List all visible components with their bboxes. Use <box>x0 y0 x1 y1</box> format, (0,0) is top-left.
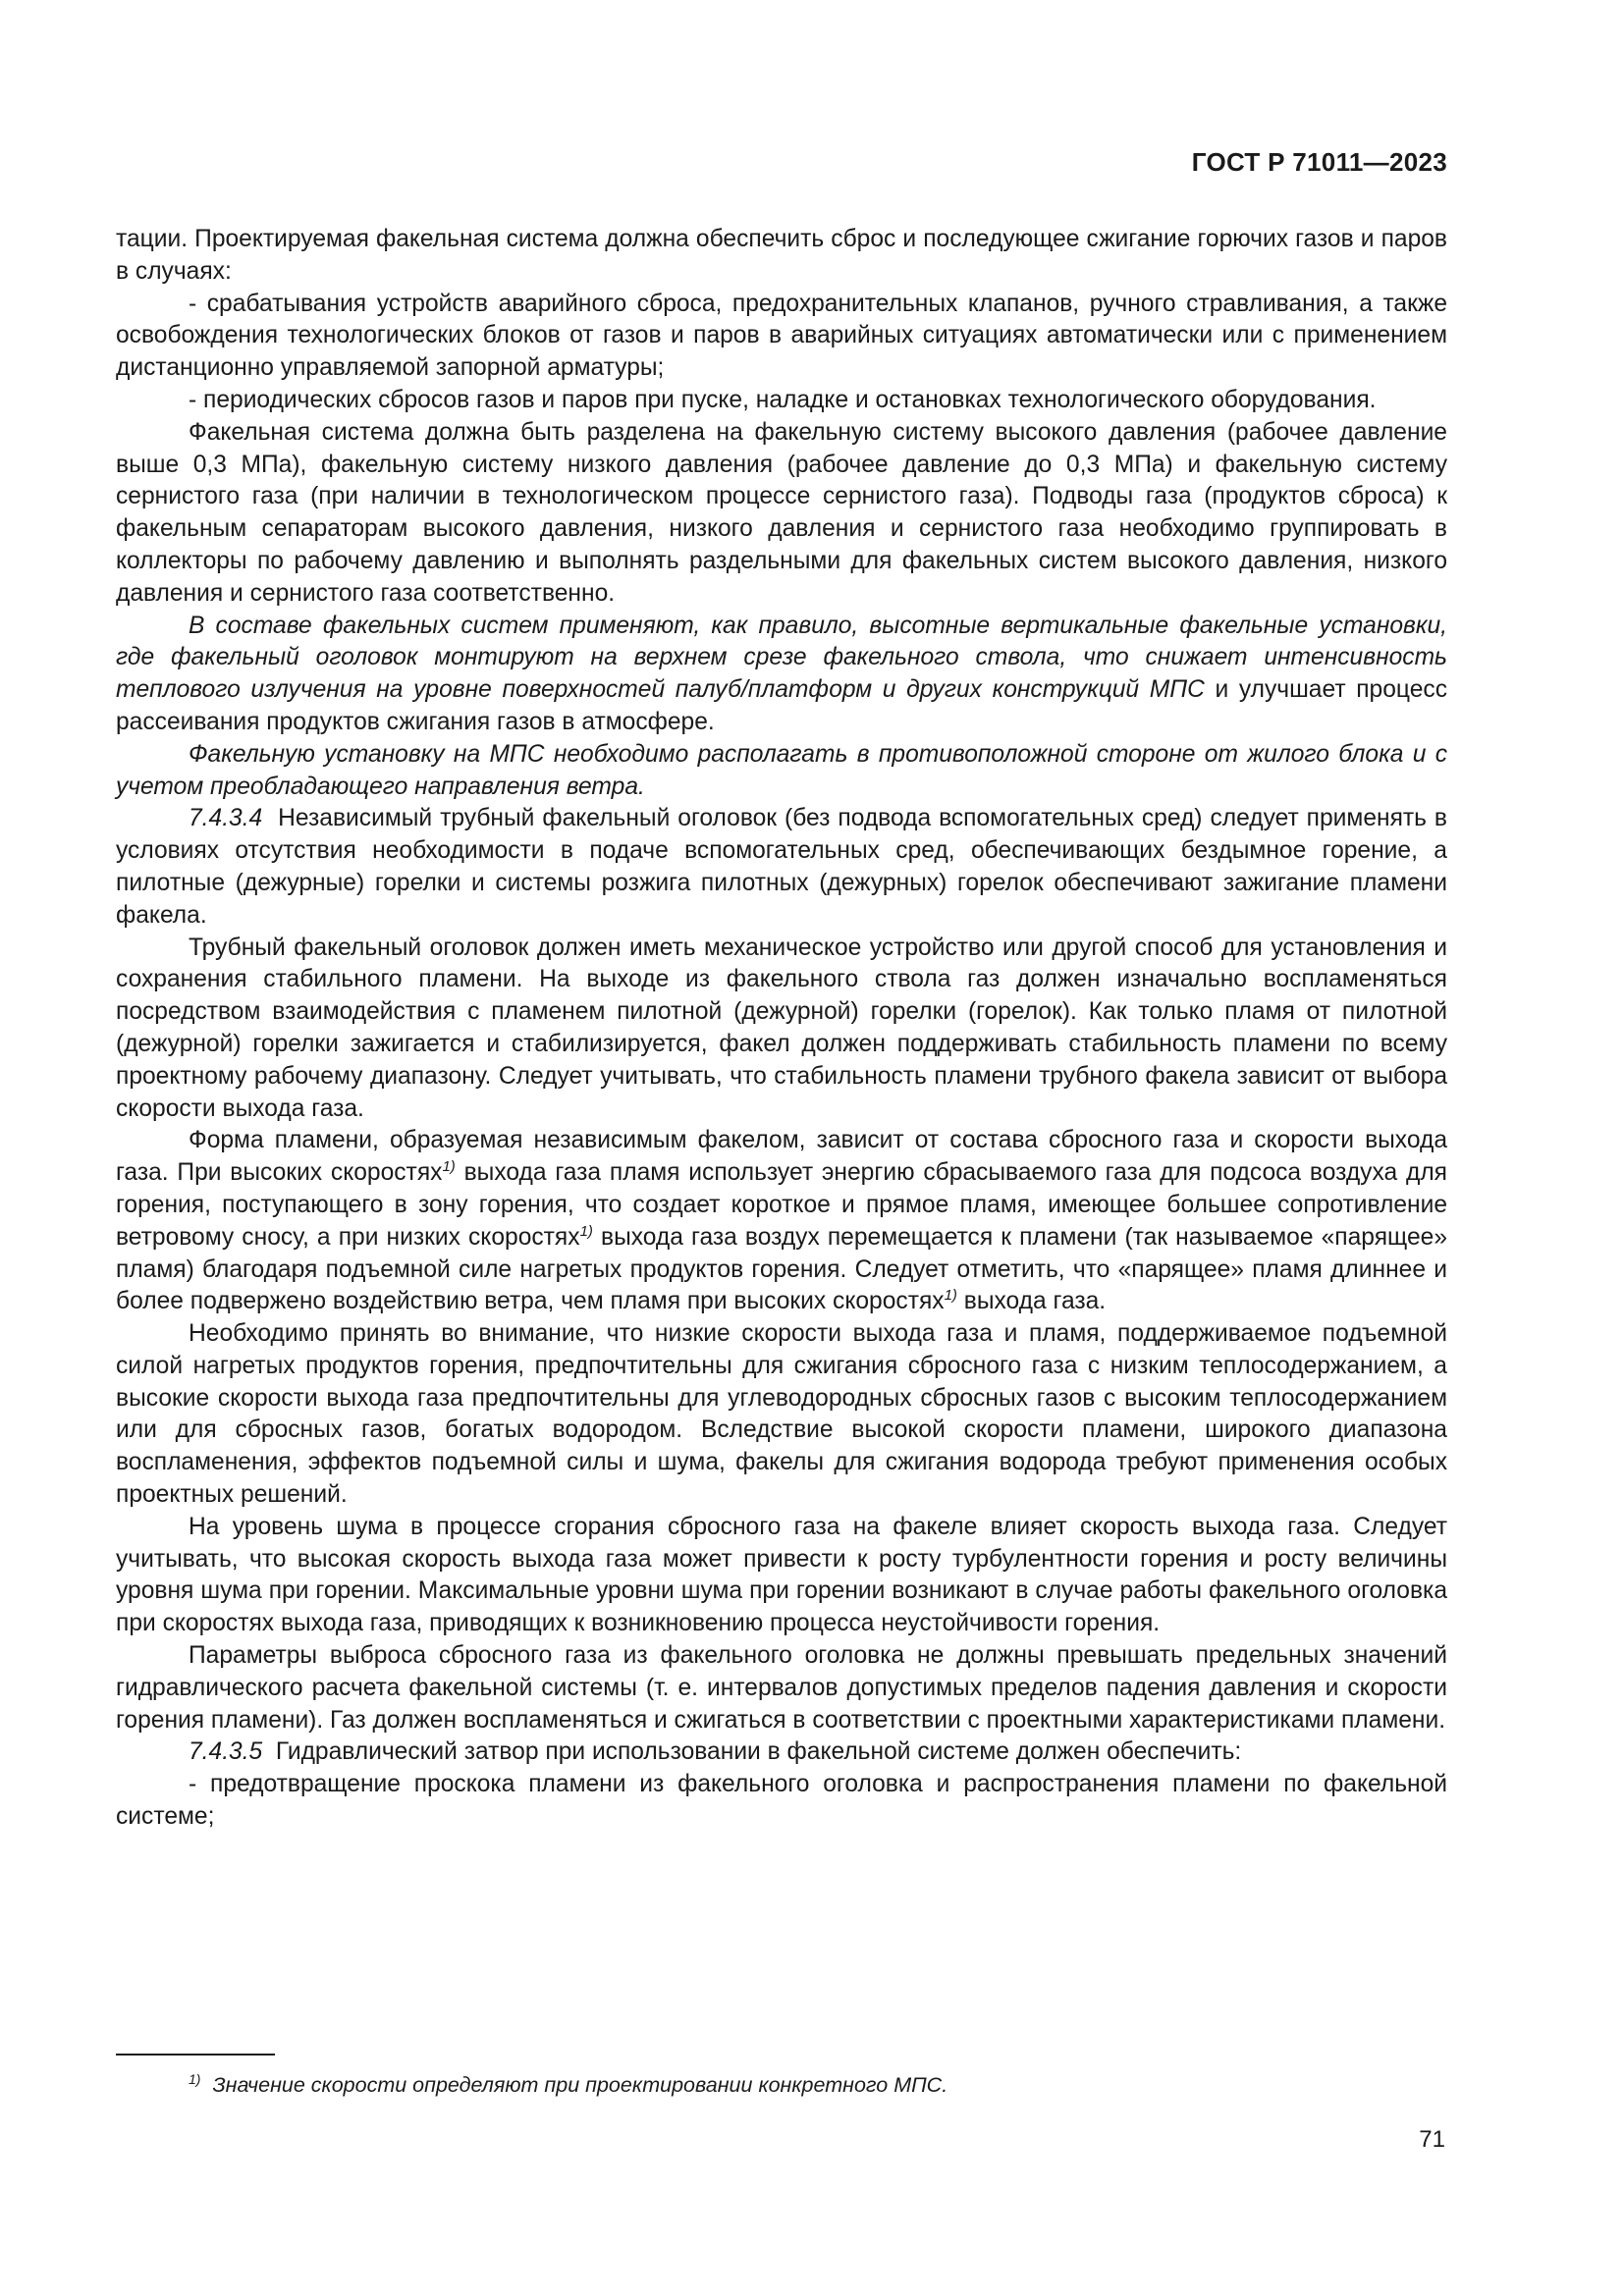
text-segment: выхода газа пламя использует энергию сбрасываемого газа для подсоса воздуха для горения, поступающего в зону горения, что создает короткое и прямое пламя, имеющее большее сопротивление ветровому сносу, а при низких скоростях <box>116 1159 1447 1251</box>
clause-number: 7.4.3.5 <box>189 1738 263 1766</box>
paragraph: тации. Проектируемая факельная система должна обеспечить сброс и последующее сжигание горючих газов и паров в случаях: <box>116 226 1447 285</box>
clause-text: Гидравлический затвор при использовании в факельной системе должен обеспечить: <box>275 1738 1242 1766</box>
document-body <box>116 224 1447 1834</box>
paragraph: - периодических сбросов газов и паров при пуске, наладке и остановках технологического оборудования. <box>189 386 1377 413</box>
footnote-ref: 1) <box>442 1158 456 1176</box>
footnote-ref: 1) <box>579 1222 593 1240</box>
paragraph: На уровень шума в процессе сгорания сбросного газа на факеле влияет скорость выхода газа. Следует учитывать, что высокая скорость выхода газа может привести к росту турбулентности горения и росту величины уровня шума при горении. Максимальные уровни шума при горении возникают в случае работы факельного оголовка при скоростях выхода газа, приводящих к возникновению процесса неустойчивости горения. <box>116 1513 1447 1637</box>
paragraph <box>116 1125 1447 1318</box>
paragraph: Параметры выброса сбросного газа из факельного оголовка не должны превышать предельных значений гидравлического расчета факельной системы (т. е. интервалов допустимых пределов падения давления и скорости горения пламени). Газ должен воспламеняться и сжигаться в соответствии с проектными характеристиками пламени. <box>116 1642 1447 1734</box>
clause-number: 7.4.3.4 <box>189 805 263 832</box>
paragraph: Факельную установку на МПС необходимо располагать в противоположной стороне от жилого блока и с учетом преобладающего направления ветра. <box>116 740 1447 800</box>
footnote-separator <box>116 2054 275 2056</box>
italic-text: В составе факельных систем применяют, как правило, высотные вертикальные факельные установки, где факельный оголовок монтируют на верхнем срезе факельного ствола, что снижает интенсивность теплового излучения на уровне поверхностей палуб/платформ и других конструкций МПС <box>116 612 1447 704</box>
footnote-ref: 1) <box>944 1287 957 1305</box>
footnote <box>189 2073 947 2098</box>
footnote-text: Значение скорости определяют при проектировании конкретного МПС. <box>212 2073 948 2097</box>
text-segment: Форма пламени, образуемая независимым факелом, зависит от состава сбросного газа и скорости выхода газа. При высоких скоростях <box>116 1127 1447 1187</box>
paragraph-tail: и улучшает процесс рассеивания продуктов сжигания газов в атмосфере. <box>116 676 1447 735</box>
paragraph: - срабатывания устройств аварийного сброса, предохранительных клапанов, ручного стравливания, а также освобождения технологических блоков от газов и паров в аварийных ситуациях автоматически или с применением дистанционно управляемой запорной арматуры; <box>116 290 1447 382</box>
clause-7-4-3-4 <box>116 803 1447 932</box>
paragraph: Трубный факельный оголовок должен иметь механическое устройство или другой способ для установления и сохранения стабильного пламени. На выходе из факельного ствола газ должен изначально воспламеняться посредством взаимодействия с пламенем пилотной (дежурной) горелки (горелок). Как только пламя от пилотной (дежурной) горелки зажигается и стабилизируется, факел должен поддерживать стабильность пламени по всему проектному рабочему диапазону. Следует учитывать, что стабильность пламени трубного факела зависит от выбора скорости выхода газа. <box>116 934 1447 1122</box>
paragraph: - предотвращение проскока пламени из факельного оголовка и распространения пламени по факельной системе; <box>116 1771 1447 1831</box>
footnote-marker: 1) <box>189 2071 201 2087</box>
clause-text: Независимый трубный факельный оголовок (без подвода вспомогательных сред) следует применять в условиях отсутствия необходимости в подаче вспомогательных сред, обеспечивающих бездымное горение, а пилотные (дежурные) горелки и системы розжига пилотных (дежурных) горелок обеспечивают зажигание пламени факела. <box>116 805 1447 929</box>
text-segment: выхода газа. <box>956 1288 1107 1315</box>
document-header: ГОСТ Р 71011—2023 <box>1191 147 1447 177</box>
paragraph <box>116 611 1447 739</box>
clause-7-4-3-5 <box>116 1736 1447 1769</box>
page-number: 71 <box>1419 2126 1445 2153</box>
text-segment: выхода газа воздух перемещается к пламени (так называемое «парящее» пламя) благодаря подъемной силе нагретых продуктов горения. Следует отметить, что «парящее» пламя длиннее и более подвержено воздействию ветра, чем пламя при высоких скоростях <box>116 1223 1447 1315</box>
paragraph: Факельная система должна быть разделена на факельную систему высокого давления (рабочее давление выше 0,3 МПа), факельную систему низкого давления (рабочее давление до 0,3 МПа) и факельную систему сернистого газа (при наличии в технологическом процессе сернистого газа). Подводы газа (продуктов сброса) к факельным сепараторам высокого давления, низкого давления и сернистого газа необходимо группировать в коллекторы по рабочему давлению и выполнять раздельными для факельных систем высокого давления, низкого давления и сернистого газа соответственно. <box>116 418 1447 607</box>
paragraph: Необходимо принять во внимание, что низкие скорости выхода газа и пламя, поддерживаемое подъемной силой нагретых продуктов горения, предпочтительны для сжигания сбросного газа с низким теплосодержанием, а высокие скорости выхода газа предпочтительны для углеводородных сбросных газов с высоким теплосодержанием или для сбросных газов, богатых водородом. Вследствие высокой скорости пламени, широкого диапазона воспламенения, эффектов подъемной силы и шума, факелы для сжигания водорода требуют применения особых проектных решений. <box>116 1320 1447 1509</box>
